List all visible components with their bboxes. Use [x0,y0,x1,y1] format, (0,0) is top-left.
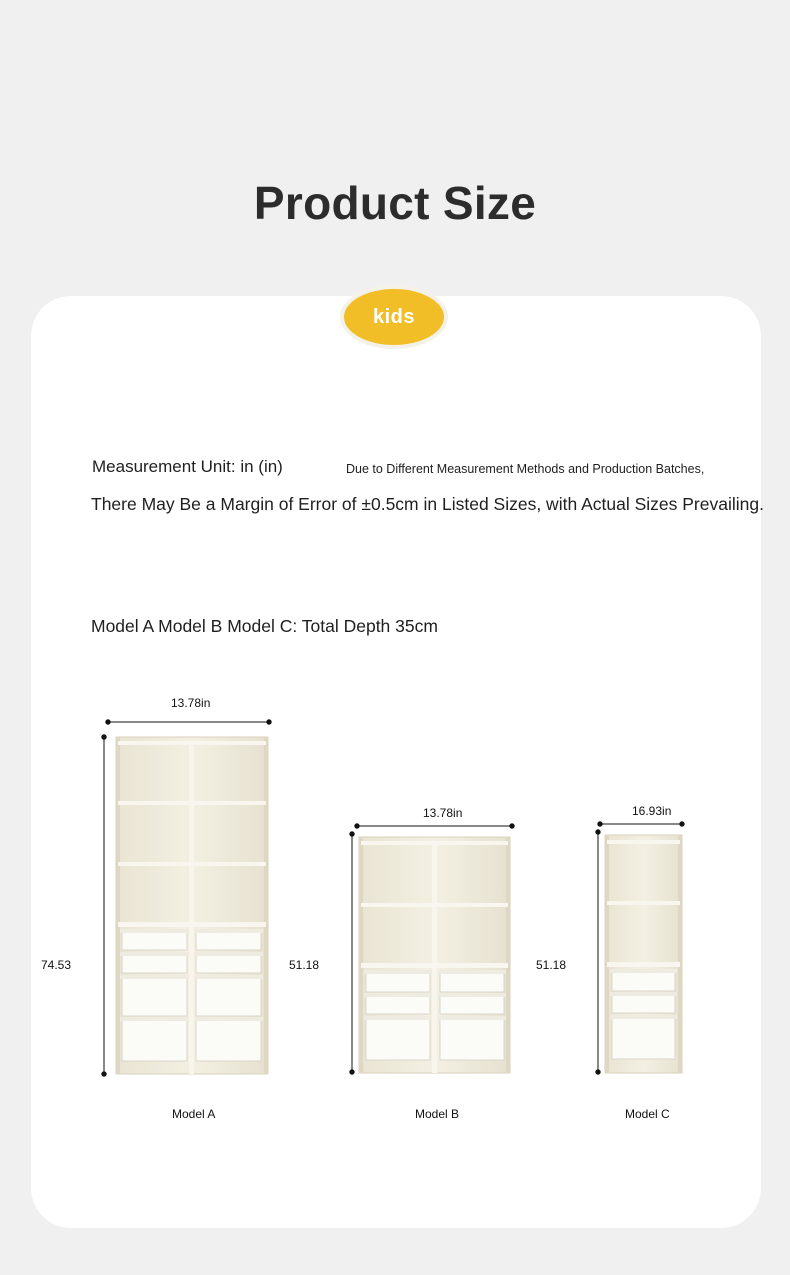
model-a-height: 74.53 [41,958,72,972]
model-c-label: Model C [625,1107,670,1121]
measurement-note-line2: There May Be a Margin of Error of ±0.5cm in Listed Sizes, with Actual Sizes Prevailing. [91,494,764,514]
model-c-cabinet [605,835,682,1073]
measurement-note-line1: Due to Different Measurement Methods and Production Batches, [346,462,705,476]
measurement-unit: Measurement Unit: in (in) [92,457,283,476]
model-a-cabinet [116,737,268,1074]
model-a-width: 13.78in [171,696,211,710]
kids-logo: kids [344,289,444,345]
model-a-label: Model A [172,1107,216,1121]
model-c-width: 16.93in [632,804,672,818]
model-b-height: 51.18 [289,958,320,972]
total-depth-note: Model A Model B Model C: Total Depth 35cm [91,616,438,636]
page-title: Product Size [253,177,537,229]
model-c-height: 51.18 [536,958,567,972]
model-b-label: Model B [415,1107,460,1121]
model-b-cabinet [359,837,510,1073]
model-b-width: 13.78in [423,806,463,820]
